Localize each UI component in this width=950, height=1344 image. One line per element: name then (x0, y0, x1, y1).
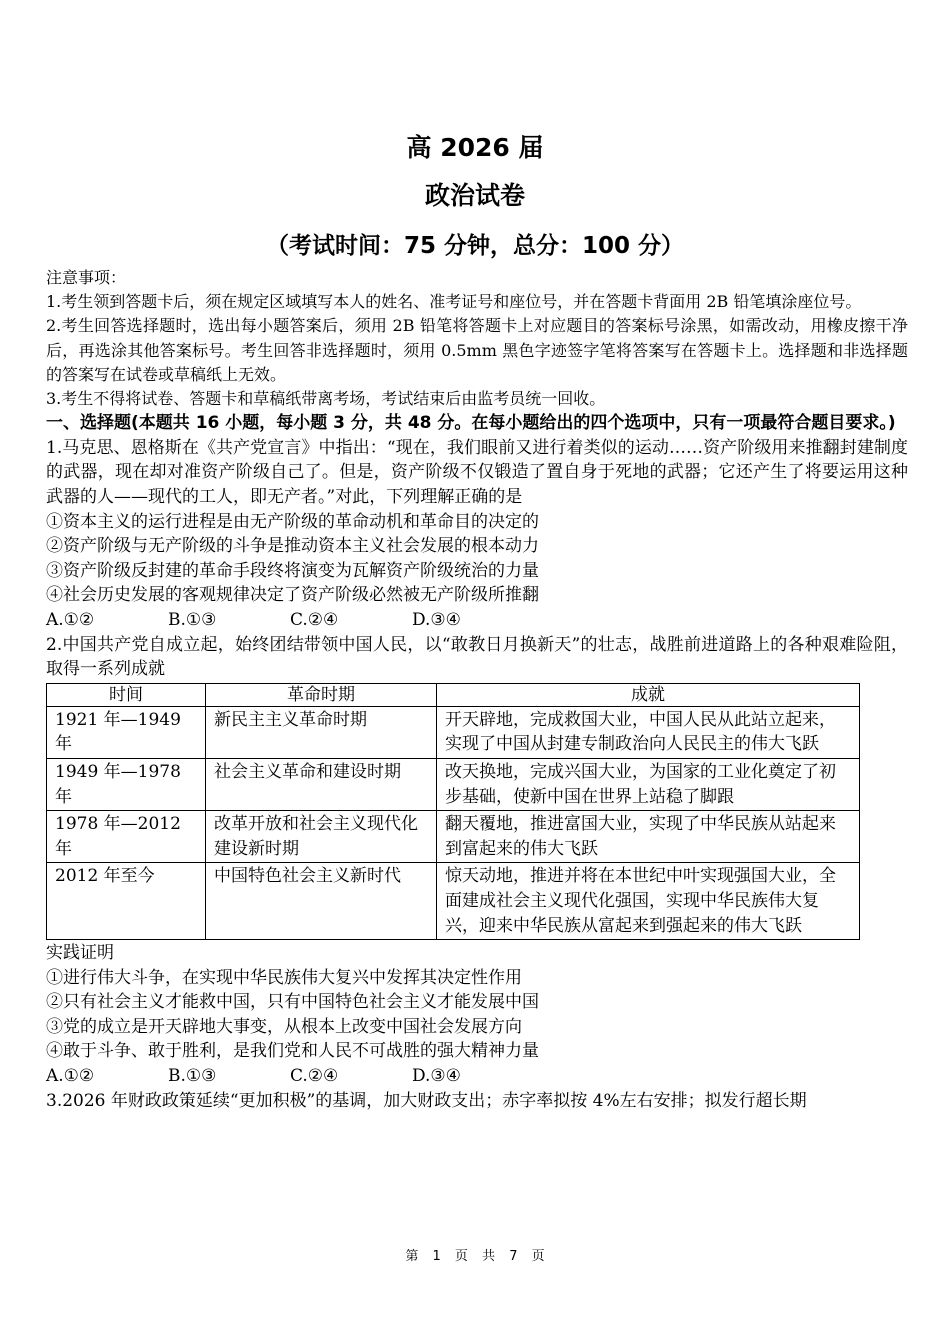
statement: ①资本主义的运行进程是由无产阶级的革命动机和革命目的决定的 (46, 511, 539, 532)
table-cell: 2012 年至今 (47, 863, 206, 940)
question-stem: 2.中国共产党自成立起，始终团结带领中国人民，以“敢教日月换新天”的壮志，战胜前进道路上的各种艰难险阻，取得一系列成就 (46, 634, 908, 680)
option-d: D.③④ (412, 609, 461, 630)
option-b: B.①③ (168, 1066, 217, 1087)
table-header-row (47, 683, 860, 706)
statement: ④敢于斗争、敢于胜利，是我们党和人民不可战胜的强大精神力量 (46, 1041, 539, 1062)
exam-info: （考试时间：75 分钟，总分：100 分） (265, 233, 685, 259)
table-cell: 改天换地，完成兴国大业，为国家的工业化奠定了初步基础，使新中国在世界上站稳了脚跟 (437, 758, 860, 810)
option-c: C.②④ (290, 609, 339, 630)
achievement-table (46, 683, 860, 940)
question-stem: 3.2026 年财政政策延续“更加积极”的基调，加大财政支出；赤字率拟按 4%左右安排；拟发行超长期 (46, 1090, 807, 1111)
table-cell: 新民主主义革命时期 (206, 706, 437, 758)
options (46, 1064, 908, 1089)
table-cell: 1949 年—1978 年 (47, 758, 206, 810)
table-row (47, 811, 860, 863)
question-2 (46, 633, 908, 1089)
table-cell: 中国特色社会主义新时代 (206, 863, 437, 940)
notice-block (46, 266, 908, 411)
table-row (47, 706, 860, 758)
table-cell: 社会主义革命和建设时期 (206, 758, 437, 810)
section-heading: 一、选择题(本题共 16 小题，每小题 3 分，共 48 分。在每小题给出的四个选项中，只有一项最符合题目要求。) (46, 413, 896, 434)
notice-item: 3.考生不得将试卷、答题卡和草稿纸带离考场，考试结束后由监考员统一回收。 (46, 389, 606, 409)
question-1 (46, 436, 908, 633)
table-cell: 改革开放和社会主义现代化建设新时期 (206, 811, 437, 863)
option-a: A.①② (46, 609, 95, 630)
table-row (47, 758, 860, 810)
table-header: 时间 (47, 683, 206, 706)
question-3 (46, 1089, 908, 1114)
question-stem: 1.马克思、恩格斯在《共产党宣言》中指出：“现在，我们眼前又进行着类似的运动……资产阶级用来推翻封建制度的武器，现在却对准资产阶级自己了。但是，资产阶级不仅锻造了置自身于死地的武器；它还产生了将要运用这种武器的人——现代的工人，即无产者。”对此，下列理解正确的是 (46, 437, 908, 507)
statement: ②只有社会主义才能救中国，只有中国特色社会主义才能发展中国 (46, 992, 539, 1013)
statement: ②资产阶级与无产阶级的斗争是推动资本主义社会发展的根本动力 (46, 536, 539, 557)
table-cell: 惊天动地，推进并将在本世纪中叶实现强国大业，全面建成社会主义现代化强国，实现中华民族伟大复兴，迎来中华民族从富起来到强起来的伟大飞跃 (437, 863, 860, 940)
options (46, 608, 908, 633)
notice-item: 1.考生领到答题卡后，须在规定区域填写本人的姓名、准考证号和座位号，并在答题卡背面用 2B 铅笔填涂座位号。 (46, 292, 862, 312)
table-cell: 开天辟地，完成救国大业，中国人民从此站立起来，实现了中国从封建专制政治向人民民主的伟大飞跃 (437, 706, 860, 758)
option-b: B.①③ (168, 609, 217, 630)
option-d: D.③④ (412, 1066, 461, 1087)
table-row (47, 863, 860, 940)
table-cell: 翻天覆地，推进富国大业，实现了中华民族从站起来到富起来的伟大飞跃 (437, 811, 860, 863)
statement: ①进行伟大斗争，在实现中华民族伟大复兴中发挥其决定性作用 (46, 967, 522, 988)
option-a: A.①② (46, 1066, 95, 1087)
exam-content (46, 266, 908, 1113)
table-header: 成就 (437, 683, 860, 706)
page-footer: 第 1 页 共 7 页 (405, 1249, 545, 1264)
statement: ④社会历史发展的客观规律决定了资产阶级必然被无产阶级所推翻 (46, 585, 539, 606)
grade-title: 高 2026 届 (406, 133, 544, 162)
table-header: 革命时期 (206, 683, 437, 706)
notice-heading: 注意事项： (46, 268, 127, 287)
notice-item: 2.考生回答选择题时，选出每小题答案后，须用 2B 铅笔将答题卡上对应题目的答案标号涂黑，如需改动，用橡皮擦干净后，再选涂其他答案标号。考生回答非选择题时，须用 0.5mm 黑色字迹签字笔将答案写在答题卡上。选择题和非选择题的答案写在试卷或草稿纸上无效。 (46, 316, 908, 384)
table-cell: 1978 年—2012 年 (47, 811, 206, 863)
table-cell: 1921 年—1949 年 (47, 706, 206, 758)
statement: ③党的成立是开天辟地大事变，从根本上改变中国社会发展方向 (46, 1016, 522, 1037)
option-c: C.②④ (290, 1066, 339, 1087)
question-lead: 实践证明 (46, 943, 114, 964)
statement: ③资产阶级反封建的革命手段终将演变为瓦解资产阶级统治的力量 (46, 560, 539, 581)
subject-title: 政治试卷 (424, 181, 525, 210)
